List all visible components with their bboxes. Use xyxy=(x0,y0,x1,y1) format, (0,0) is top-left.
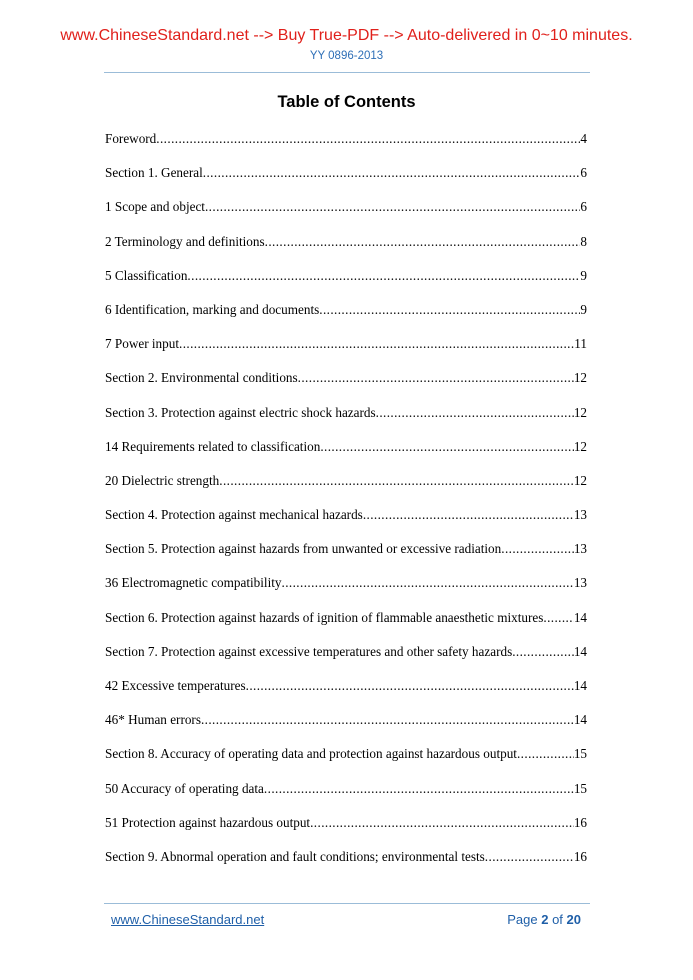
toc-entry[interactable] xyxy=(105,268,587,302)
toc-entry-label: Section 7. Protection against excessive temperatures and other safety hazards xyxy=(105,643,513,659)
toc-entry-label: Section 4. Protection against mechanical hazards xyxy=(105,507,363,523)
toc-entry[interactable] xyxy=(105,678,587,712)
toc-entry[interactable] xyxy=(105,610,587,644)
toc-entry-label: 46* Human errors xyxy=(105,712,201,728)
toc-entry-label: Section 2. Environmental conditions xyxy=(105,370,298,386)
toc-dot-leader xyxy=(264,781,574,797)
toc-entry-label: 2 Terminology and definitions xyxy=(105,233,265,249)
toc-entry-page: 4 xyxy=(580,131,587,146)
toc-entry-page: 6 xyxy=(580,199,587,215)
toc-entry[interactable] xyxy=(105,575,587,609)
toc-dot-leader xyxy=(205,199,580,215)
toc-entry[interactable] xyxy=(105,541,587,575)
page-total: 20 xyxy=(566,912,581,927)
toc-entry-page: 14 xyxy=(573,712,587,728)
toc-entry-label: 36 Electromagnetic compatibility xyxy=(105,575,282,591)
toc-entry-label: 50 Accuracy of operating data xyxy=(105,780,264,796)
toc-dot-leader xyxy=(265,234,581,250)
toc-entry-label: 14 Requirements related to classification xyxy=(105,438,321,454)
promo-banner[interactable]: www.ChineseStandard.net --> Buy True-PDF --> Auto-delivered in 0~10 minutes. xyxy=(60,27,633,44)
toc-entry-label: Section 8. Accuracy of operating data and protection against hazardous output xyxy=(105,746,517,762)
toc-dot-leader xyxy=(363,507,574,523)
toc-entry[interactable] xyxy=(105,165,587,199)
document-code: YY 0896-2013 xyxy=(309,50,384,62)
toc-entry[interactable] xyxy=(105,644,587,678)
toc-entry[interactable] xyxy=(105,849,587,883)
footer-divider xyxy=(104,903,590,904)
toc-entry-page: 9 xyxy=(580,301,587,317)
header-divider xyxy=(104,72,590,73)
toc-entry[interactable] xyxy=(105,302,587,336)
page-indicator xyxy=(507,912,581,927)
toc-entry-page: 16 xyxy=(573,848,587,864)
page-prefix: Page xyxy=(507,912,542,927)
toc-entry-page: 14 xyxy=(573,643,587,659)
toc-entry[interactable] xyxy=(105,405,587,439)
toc-dot-leader xyxy=(517,746,574,762)
footer-site-link[interactable]: www.ChineseStandard.net xyxy=(111,912,265,927)
toc-dot-leader xyxy=(376,405,574,421)
toc-entry-page: 13 xyxy=(573,575,587,591)
table-of-contents xyxy=(105,131,587,883)
toc-entry-label: 1 Scope and object xyxy=(105,199,205,215)
toc-entry-label: Section 1. General xyxy=(105,165,203,181)
toc-entry-page: 12 xyxy=(573,438,587,454)
toc-entry-page: 14 xyxy=(573,678,587,693)
toc-dot-leader xyxy=(219,473,574,489)
toc-entry-label: Section 6. Protection against hazards of ignition of flammable anaesthetic mixtures xyxy=(105,609,544,625)
toc-entry-label: 51 Protection against hazardous output xyxy=(105,814,311,830)
toc-title: Table of Contents xyxy=(277,93,416,111)
toc-entry-label: 7 Power input xyxy=(105,336,179,352)
toc-entry-page: 11 xyxy=(574,336,587,352)
toc-entry[interactable] xyxy=(105,131,587,165)
toc-entry[interactable] xyxy=(105,815,587,849)
toc-entry-label: 20 Dielectric strength xyxy=(105,472,220,488)
toc-dot-leader xyxy=(501,541,574,557)
toc-dot-leader xyxy=(543,610,573,626)
page-current: 2 xyxy=(541,912,549,927)
toc-entry[interactable] xyxy=(105,746,587,780)
toc-dot-leader xyxy=(282,575,574,591)
toc-entry-page: 15 xyxy=(573,746,587,762)
toc-entry[interactable] xyxy=(105,336,587,370)
toc-entry[interactable] xyxy=(105,370,587,404)
toc-entry-page: 13 xyxy=(573,541,587,557)
page-of: of xyxy=(548,912,567,927)
toc-entry-page: 6 xyxy=(580,165,587,181)
toc-dot-leader xyxy=(179,336,574,352)
toc-dot-leader xyxy=(298,370,574,386)
toc-entry[interactable] xyxy=(105,439,587,473)
toc-entry-label: Section 3. Protection against electric shock hazards xyxy=(105,404,376,420)
toc-entry-page: 15 xyxy=(573,780,587,796)
toc-dot-leader xyxy=(203,165,581,181)
toc-dot-leader xyxy=(187,268,580,284)
toc-entry-page: 16 xyxy=(573,814,587,830)
toc-entry-page: 12 xyxy=(573,472,587,488)
toc-entry-page: 14 xyxy=(573,609,587,625)
toc-entry[interactable] xyxy=(105,199,587,233)
toc-entry-page: 12 xyxy=(573,404,587,420)
toc-entry[interactable] xyxy=(105,507,587,541)
toc-entry-label: 42 Excessive temperatures xyxy=(105,678,246,693)
toc-entry-label: Foreword xyxy=(105,131,157,146)
toc-dot-leader xyxy=(485,849,574,865)
toc-entry[interactable] xyxy=(105,473,587,507)
toc-entry[interactable] xyxy=(105,712,587,746)
toc-entry-label: 6 Identification, marking and documents xyxy=(105,301,320,317)
toc-dot-leader xyxy=(156,131,580,147)
toc-entry-label: 5 Classification xyxy=(105,267,188,283)
toc-dot-leader xyxy=(320,439,573,455)
toc-entry-page: 13 xyxy=(573,507,587,523)
toc-dot-leader xyxy=(246,678,574,694)
toc-entry-label: Section 5. Protection against hazards from unwanted or excessive radiation xyxy=(105,541,502,557)
toc-entry-page: 8 xyxy=(580,233,587,249)
toc-entry[interactable] xyxy=(105,234,587,268)
toc-dot-leader xyxy=(310,815,574,831)
toc-entry-label: Section 9. Abnormal operation and fault conditions; environmental tests xyxy=(105,848,485,864)
toc-dot-leader xyxy=(512,644,574,660)
toc-entry-page: 12 xyxy=(573,370,587,386)
toc-entry-page: 9 xyxy=(580,267,587,283)
toc-dot-leader xyxy=(319,302,580,318)
toc-entry[interactable] xyxy=(105,781,587,815)
toc-dot-leader xyxy=(201,712,574,728)
